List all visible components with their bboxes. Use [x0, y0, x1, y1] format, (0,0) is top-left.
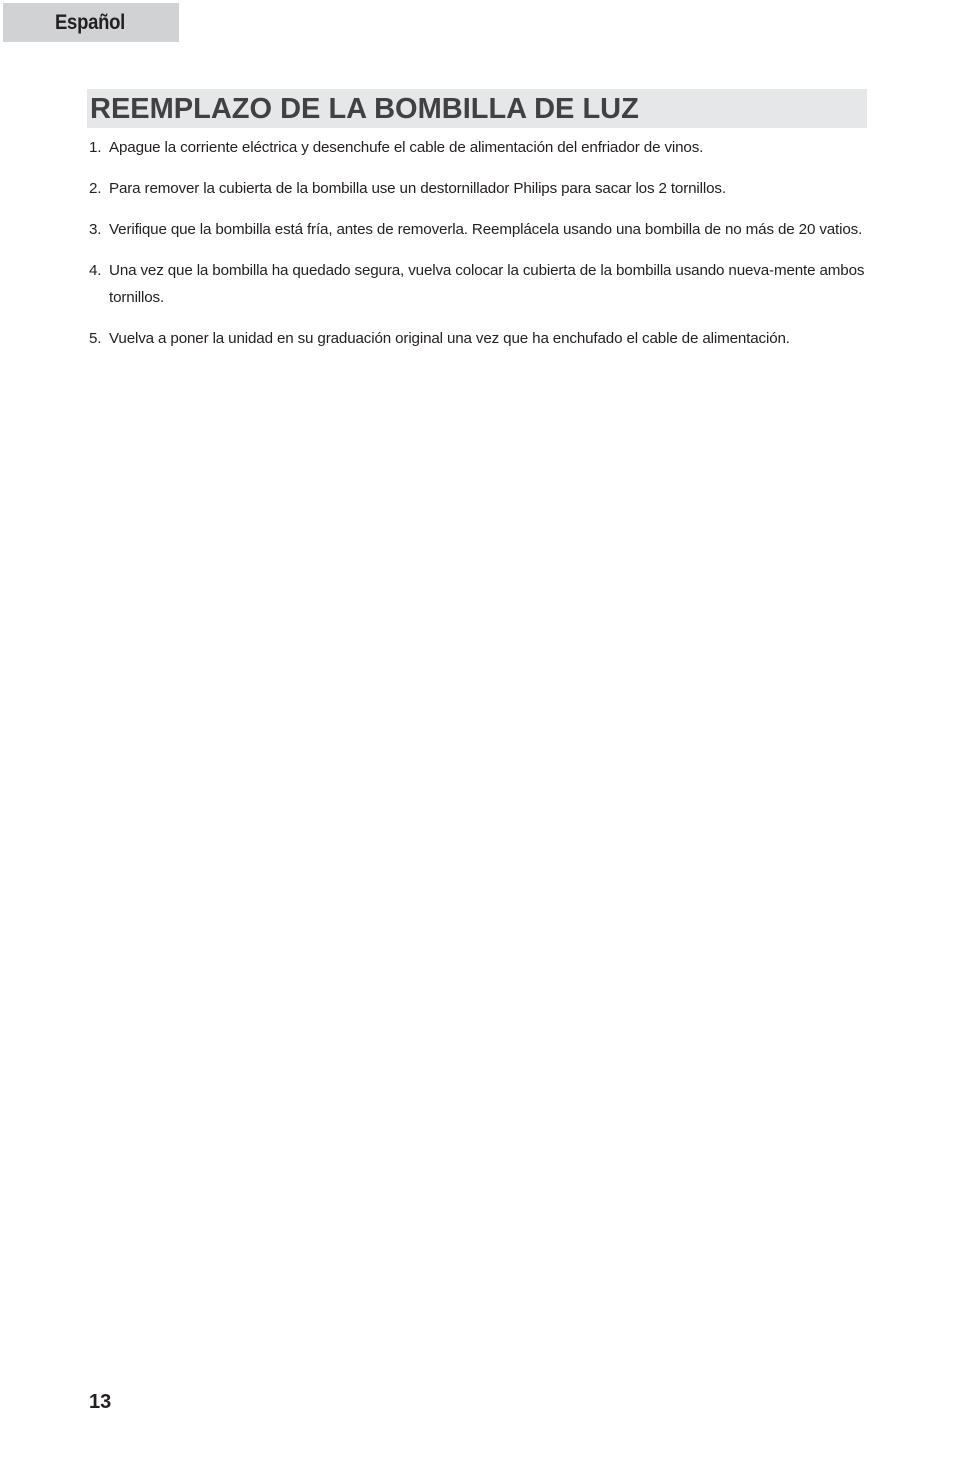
- step-text: Apague la corriente eléctrica y desenchufe el cable de alimentación del enfriador de vinos.: [109, 139, 704, 156]
- page-number: 13: [89, 1391, 112, 1413]
- section-header: [87, 89, 867, 128]
- instruction-step: [89, 257, 869, 311]
- step-number: 4.: [89, 262, 102, 279]
- step-number: 1.: [89, 139, 102, 156]
- step-text: Una vez que la bombilla ha quedado segura, vuelva colocar la cubierta de la bombilla usando nueva-mente ambos tornillos.: [109, 262, 865, 306]
- language-tab: [3, 3, 179, 42]
- step-text: Para remover la cubierta de la bombilla use un destornillador Philips para sacar los 2 tornillos.: [109, 180, 726, 197]
- step-number: 3.: [89, 221, 102, 238]
- instruction-step: [89, 175, 869, 202]
- instruction-step: [89, 134, 869, 161]
- language-label: Español: [55, 10, 126, 34]
- step-text: Verifique que la bombilla está fría, antes de removerla. Reemplácela usando una bombilla de no más de 20 vatios.: [109, 221, 863, 238]
- instruction-step: [89, 325, 869, 352]
- instruction-list: [89, 134, 869, 366]
- step-number: 2.: [89, 180, 102, 197]
- instruction-step: [89, 216, 869, 243]
- section-title: REEMPLAZO DE LA BOMBILLA DE LUZ: [90, 93, 639, 125]
- step-number: 5.: [89, 330, 102, 347]
- step-text: Vuelva a poner la unidad en su graduación original una vez que ha enchufado el cable de alimentación.: [109, 330, 790, 347]
